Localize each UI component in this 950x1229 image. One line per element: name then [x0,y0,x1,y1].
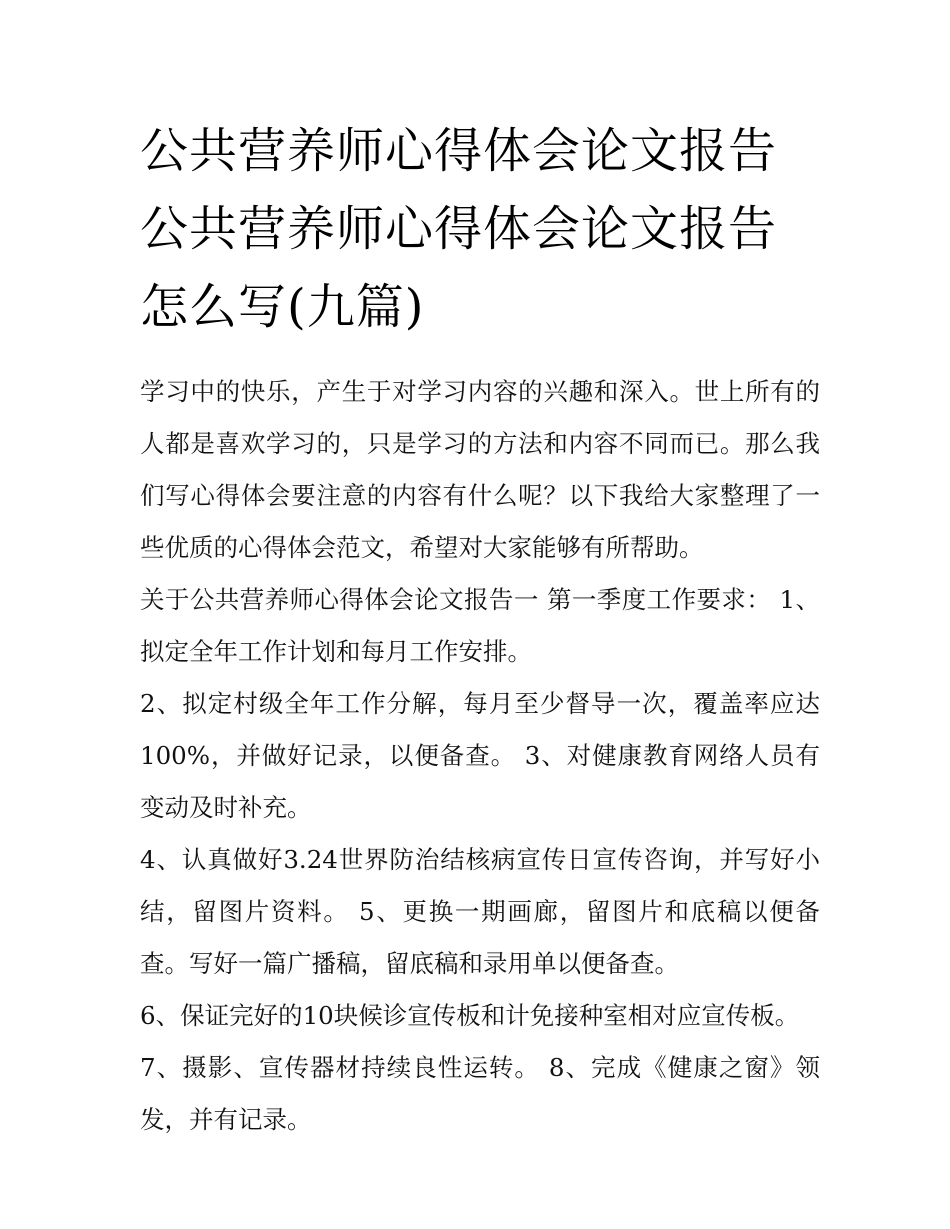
document-page [140,112,820,1146]
body-paragraph: 7、摄影、宣传器材持续良性运转。 8、完成《健康之窗》领发，并有记录。 [140,1053,820,1134]
body-paragraph: 4、认真做好3.24世界防治结核病宣传日宣传咨询，并写好小结，留图片资料。 5、更换一期画廊，留图片和底稿以便备查。写好一篇广播稿，留底稿和录用单以便备查。 [140,845,820,978]
title-line: 公共营养师心得体会论文报告 [140,123,778,179]
intro-paragraph: 学习中的快乐，产生于对学习内容的兴趣和深入。世上所有的人都是喜欢学习的，只是学习的方法和内容不同而已。那么我们写心得体会要注意的内容有什么呢？以下我给大家整理了一些优质的心得体会范文，希望对大家能够有所帮助。 [140,377,820,562]
body-paragraph: 6、保证完好的10块候诊宣传板和计免接种室相对应宣传板。 [140,1001,800,1030]
body-paragraph: 2、拟定村级全年工作分解，每月至少督导一次，覆盖率应达100%，并做好记录，以便备查。 3、对健康教育网络人员有变动及时补充。 [140,689,820,822]
document-body [140,366,820,1146]
body-paragraph: 关于公共营养师心得体会论文报告一 第一季度工作要求： 1、拟定全年工作计划和每月工作安排。 [140,585,820,666]
title-line: 怎么写(九篇) [140,279,425,335]
document-title [140,112,820,346]
title-line: 公共营养师心得体会论文报告 [140,201,778,257]
